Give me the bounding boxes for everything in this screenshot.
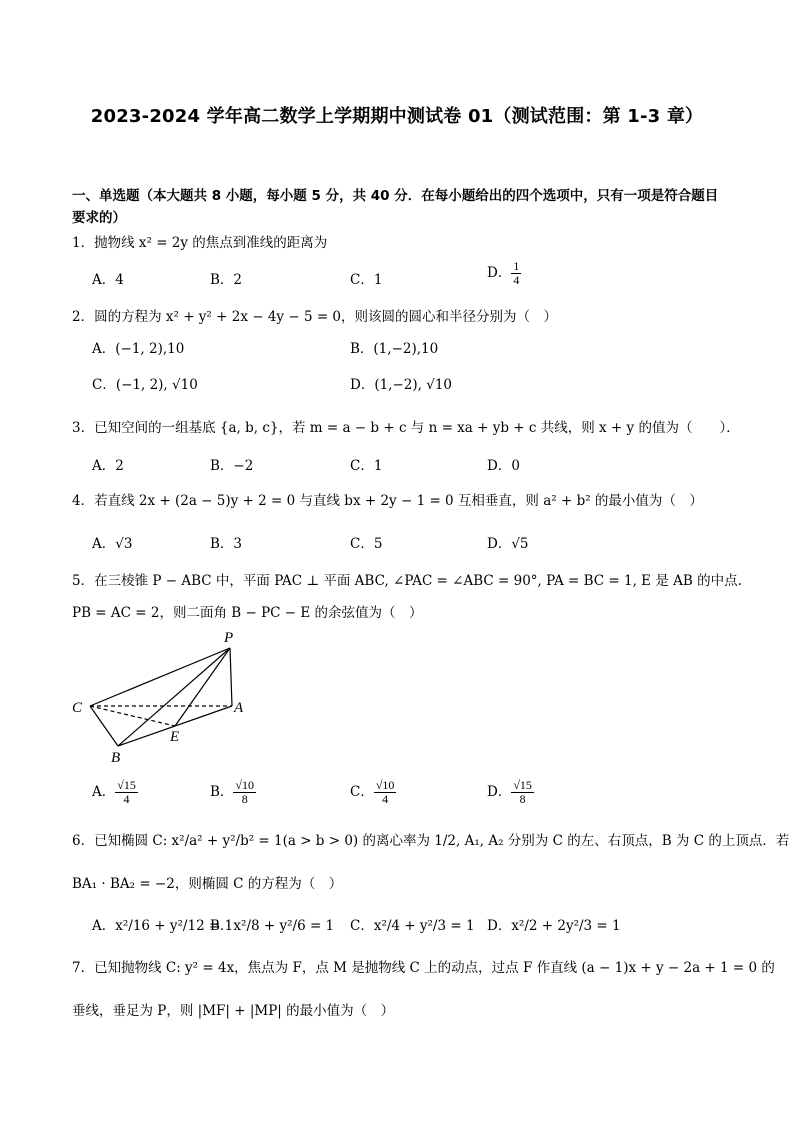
q5-option-b-label: B． bbox=[210, 784, 234, 800]
denominator: 8 bbox=[241, 792, 248, 806]
q2-option-d: D．(1,−2), √10 bbox=[350, 377, 453, 393]
q5-option-c-label: C． bbox=[350, 784, 374, 800]
q5-option-a-label: A． bbox=[92, 784, 116, 800]
q5-option-d-fraction bbox=[511, 779, 534, 806]
numerator: √10 bbox=[235, 778, 255, 792]
pyramid-diagram bbox=[70, 628, 260, 768]
q3-option-a: A．2 bbox=[92, 458, 124, 474]
vertex-label-a: A bbox=[234, 700, 244, 716]
q3-option-b: B．−2 bbox=[210, 458, 254, 474]
vertex-label-c: C bbox=[72, 700, 83, 716]
q6-option-d: D．x²/2 + 2y²/3 = 1 bbox=[487, 918, 621, 934]
q6-option-b: B．x²/8 + y²/6 = 1 bbox=[210, 918, 335, 934]
q4-option-d: D．√5 bbox=[487, 536, 529, 552]
q5-option-b bbox=[210, 779, 256, 806]
q1-option-d-fraction bbox=[511, 260, 521, 287]
denominator: 4 bbox=[382, 792, 389, 806]
section-heading-cont: 要求的） bbox=[72, 210, 126, 226]
q6-option-c: C．x²/4 + y²/3 = 1 bbox=[350, 918, 475, 934]
vertex-label-p: P bbox=[224, 630, 234, 646]
q5-option-d-label: D． bbox=[487, 784, 512, 800]
q1-option-d bbox=[487, 260, 521, 287]
q4-option-b: B．3 bbox=[210, 536, 243, 552]
question-6: 6．已知椭圆 C: x²/a² + y²/b² = 1(a > b > 0) 的离心率为 1/2, A₁, A₂ 分别为 C 的左、右顶点，B 为 C 的上顶点．若 bbox=[72, 833, 790, 849]
q1-option-c: C．1 bbox=[350, 272, 383, 288]
numerator: 1 bbox=[513, 259, 520, 273]
denominator: 4 bbox=[123, 792, 130, 806]
section-heading: 一、单选题（本大题共 8 小题，每小题 5 分，共 40 分．在每小题给出的四个选项中，只有一项是符合题目 bbox=[72, 188, 719, 204]
denominator: 4 bbox=[513, 273, 520, 287]
q5-option-b-fraction bbox=[233, 779, 256, 806]
question-6-cont: BA₁ · BA₂ = −2，则椭圆 C 的方程为（ ） bbox=[72, 876, 343, 892]
question-7-cont: 垂线，垂足为 P，则 |MF| + |MP| 的最小值为（ ） bbox=[72, 1003, 395, 1019]
q4-option-a: A．√3 bbox=[92, 536, 133, 552]
q2-option-b: B．(1,−2),10 bbox=[350, 341, 439, 357]
question-4: 4．若直线 2x + (2a − 5)y + 2 = 0 与直线 bx + 2y − 1 = 0 互相垂直，则 a² + b² 的最小值为（ ） bbox=[72, 493, 703, 509]
question-3: 3．已知空间的一组基底 {a, b, c}，若 m = a − b + c 与 n = xa + yb + c 共线，则 x + y 的值为（ ）． bbox=[72, 420, 740, 436]
vertex-label-e: E bbox=[170, 729, 180, 745]
q4-option-c: C．5 bbox=[350, 536, 383, 552]
q5-option-a bbox=[92, 779, 138, 806]
q1-option-b: B．2 bbox=[210, 272, 243, 288]
q5-option-c bbox=[350, 779, 396, 806]
q2-option-a: A．(−1, 2),10 bbox=[92, 341, 185, 357]
q5-option-c-fraction bbox=[374, 779, 397, 806]
question-7: 7．已知抛物线 C: y² = 4x，焦点为 F，点 M 是抛物线 C 上的动点，过点 F 作直线 (a − 1)x + y − 2a + 1 = 0 的 bbox=[72, 960, 775, 976]
q5-option-d bbox=[487, 779, 534, 806]
question-5: 5．在三棱锥 P − ABC 中，平面 PAC ⊥ 平面 ABC, ∠PAC = ∠ABC = 90°, PA = BC = 1, E 是 AB 的中点. bbox=[72, 573, 742, 589]
numerator: √15 bbox=[513, 778, 532, 792]
q3-option-d: D．0 bbox=[487, 458, 520, 474]
q5-option-a-fraction bbox=[115, 779, 138, 806]
denominator: 8 bbox=[519, 792, 526, 806]
question-5-cont: PB = AC = 2，则二面角 B − PC − E 的余弦值为（ ） bbox=[72, 605, 423, 621]
vertex-label-b: B bbox=[111, 750, 121, 766]
question-1: 1．抛物线 x² = 2y 的焦点到准线的距离为 bbox=[72, 235, 328, 251]
q1-option-a: A．4 bbox=[92, 272, 124, 288]
q3-option-c: C．1 bbox=[350, 458, 383, 474]
q2-option-c: C．(−1, 2), √10 bbox=[92, 377, 198, 393]
page-title: 2023-2024 学年高二数学上学期期中测试卷 01（测试范围：第 1-3 章） bbox=[90, 106, 704, 127]
q1-option-d-label: D． bbox=[487, 265, 512, 281]
question-2: 2．圆的方程为 x² + y² + 2x − 4y − 5 = 0，则该圆的圆心和半径分别为（ ） bbox=[72, 309, 558, 325]
q6-option-a: A．x²/16 + y²/12 = 1 bbox=[92, 918, 234, 934]
numerator: √15 bbox=[117, 778, 136, 792]
numerator: √10 bbox=[375, 778, 395, 792]
